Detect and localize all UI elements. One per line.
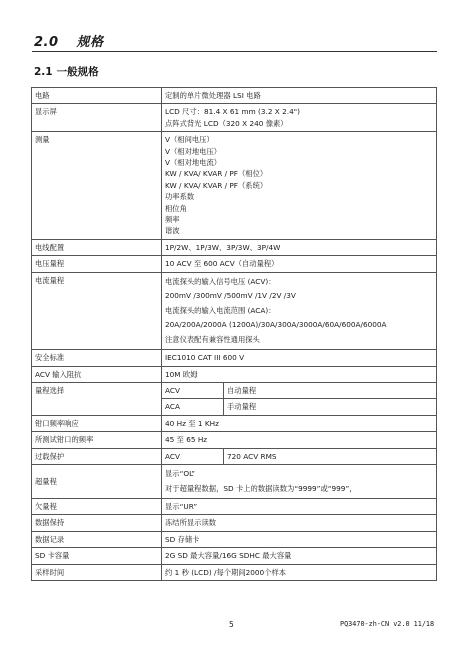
sub-row xyxy=(162,449,436,464)
section-number: 2.0 xyxy=(34,35,59,50)
value-line: 点阵式背光 LCD（320 X 240 像素） xyxy=(165,118,288,128)
row-value xyxy=(162,448,437,464)
value-line: 相位角 xyxy=(165,203,187,213)
row-value: 45 至 65 Hz xyxy=(162,432,437,448)
value-line: 200mV /300mV /500mV /1V /2V /3V xyxy=(165,291,296,301)
row-label: 过载保护 xyxy=(32,448,162,464)
value-line: LCD 尺寸：81.4 X 61 mm (3.2 X 2.4") xyxy=(165,107,300,117)
row-measure xyxy=(32,132,437,240)
row-label: 欠量程 xyxy=(32,499,162,515)
row-value xyxy=(162,465,437,499)
row-label: 显示屏 xyxy=(32,104,162,132)
value-line: 电流探头的输入电流范围 (ACA)： xyxy=(165,305,276,315)
row-test-freq xyxy=(32,432,437,448)
value-line: 谐波 xyxy=(165,226,180,236)
spec-table xyxy=(31,87,437,581)
row-acv-impedance xyxy=(32,366,437,382)
value-line: 电流探头的输入信号电压 (ACV)： xyxy=(165,276,276,286)
row-label: 数据记录 xyxy=(32,531,162,547)
row-value xyxy=(162,272,437,350)
row-label: ACV 输入阻抗 xyxy=(32,366,162,382)
value-line: 注意仪表配有兼容性通用探头 xyxy=(165,334,260,344)
row-label: 电路 xyxy=(32,88,162,104)
row-sample-time xyxy=(32,564,437,580)
row-wiring xyxy=(32,239,437,255)
row-overload xyxy=(32,448,437,464)
row-value: 2G SD 最大容量/16G SDHC 最大容量 xyxy=(162,548,437,564)
row-safety xyxy=(32,350,437,366)
row-label: 超量程 xyxy=(32,465,162,499)
heading-rule xyxy=(32,51,437,52)
row-circuit xyxy=(32,88,437,104)
row-value xyxy=(162,132,437,240)
row-range-select xyxy=(32,383,437,416)
row-value: 10M 欧姆 xyxy=(162,366,437,382)
section-heading xyxy=(34,31,104,50)
sub-key: ACV xyxy=(162,449,224,464)
row-label: SD 卡容量 xyxy=(32,548,162,564)
row-label: 测量 xyxy=(32,132,162,240)
sub-value: 自动量程 xyxy=(227,386,257,395)
row-data-log xyxy=(32,531,437,547)
row-value xyxy=(162,104,437,132)
value-line: 20A/200A/2000A (1200A)/30A/300A/3000A/60A/600A/6000A xyxy=(165,320,387,330)
row-sd-capacity xyxy=(32,548,437,564)
sub-value: 手动量程 xyxy=(227,402,257,412)
row-label: 量程选择 xyxy=(32,383,162,416)
value-line: KW / KVA/ KVAR / PF（系统） xyxy=(165,180,268,190)
row-label: 电压量程 xyxy=(32,256,162,272)
value-line: 功率系数 xyxy=(165,192,195,202)
row-value: 40 Hz 至 1 KHz xyxy=(162,415,437,431)
subsection-title: 一般规格 xyxy=(56,66,99,78)
row-value: 10 ACV 至 600 ACV（自动量程） xyxy=(162,256,437,272)
row-value: IEC1010 CAT III 600 V xyxy=(162,350,437,366)
row-voltage-range xyxy=(32,256,437,272)
row-value: 显示“UR” xyxy=(162,499,437,515)
row-value: 冻结所显示读数 xyxy=(162,515,437,531)
row-value: SD 存储卡 xyxy=(162,531,437,547)
sub-key: ACV xyxy=(162,383,224,398)
value-line: KW / KVA/ KVAR / PF（相位） xyxy=(165,169,268,179)
row-value xyxy=(162,383,437,416)
value-line: 频率 xyxy=(165,215,180,225)
row-label: 电线配置 xyxy=(32,239,162,255)
row-over-range xyxy=(32,465,437,499)
sub-row xyxy=(162,398,436,414)
row-value: 约 1 秒 (LCD) /每个期间2000个样本 xyxy=(162,564,437,580)
document-id: PQ3470-zh-CN v2.0 11/18 xyxy=(340,620,435,628)
value-line: V（相对地电流） xyxy=(165,158,222,168)
sub-key: ACA xyxy=(162,399,224,414)
page-number: 5 xyxy=(229,620,234,629)
row-label: 安全标准 xyxy=(32,350,162,366)
row-label: 电流量程 xyxy=(32,272,162,350)
row-under-range xyxy=(32,499,437,515)
row-label: 采样时间 xyxy=(32,564,162,580)
row-jaw-response xyxy=(32,415,437,431)
value-line: 显示“OL” xyxy=(165,469,196,479)
row-data-hold xyxy=(32,515,437,531)
row-current-range xyxy=(32,272,437,350)
sub-row xyxy=(162,383,436,398)
row-value: 定制的单片微处理器 LSI 电路 xyxy=(162,88,437,104)
row-display xyxy=(32,104,437,132)
row-label: 数据保持 xyxy=(32,515,162,531)
sub-value: 720 ACV RMS xyxy=(227,451,277,461)
row-label: 钳口频率响应 xyxy=(32,415,162,431)
value-line: V（相间电压） xyxy=(165,135,214,145)
value-line: 对于超量程数据，SD 卡上的数据读数为“9999”或“999”， xyxy=(165,483,357,493)
subsection-heading xyxy=(34,64,99,79)
row-label: 所测试钳口的频率 xyxy=(32,432,162,448)
section-title: 规格 xyxy=(76,35,104,50)
value-line: V（相对地电压） xyxy=(165,146,222,156)
row-value: 1P/2W、1P/3W、3P/3W、3P/4W xyxy=(162,239,437,255)
subsection-number: 2.1 xyxy=(34,66,53,78)
